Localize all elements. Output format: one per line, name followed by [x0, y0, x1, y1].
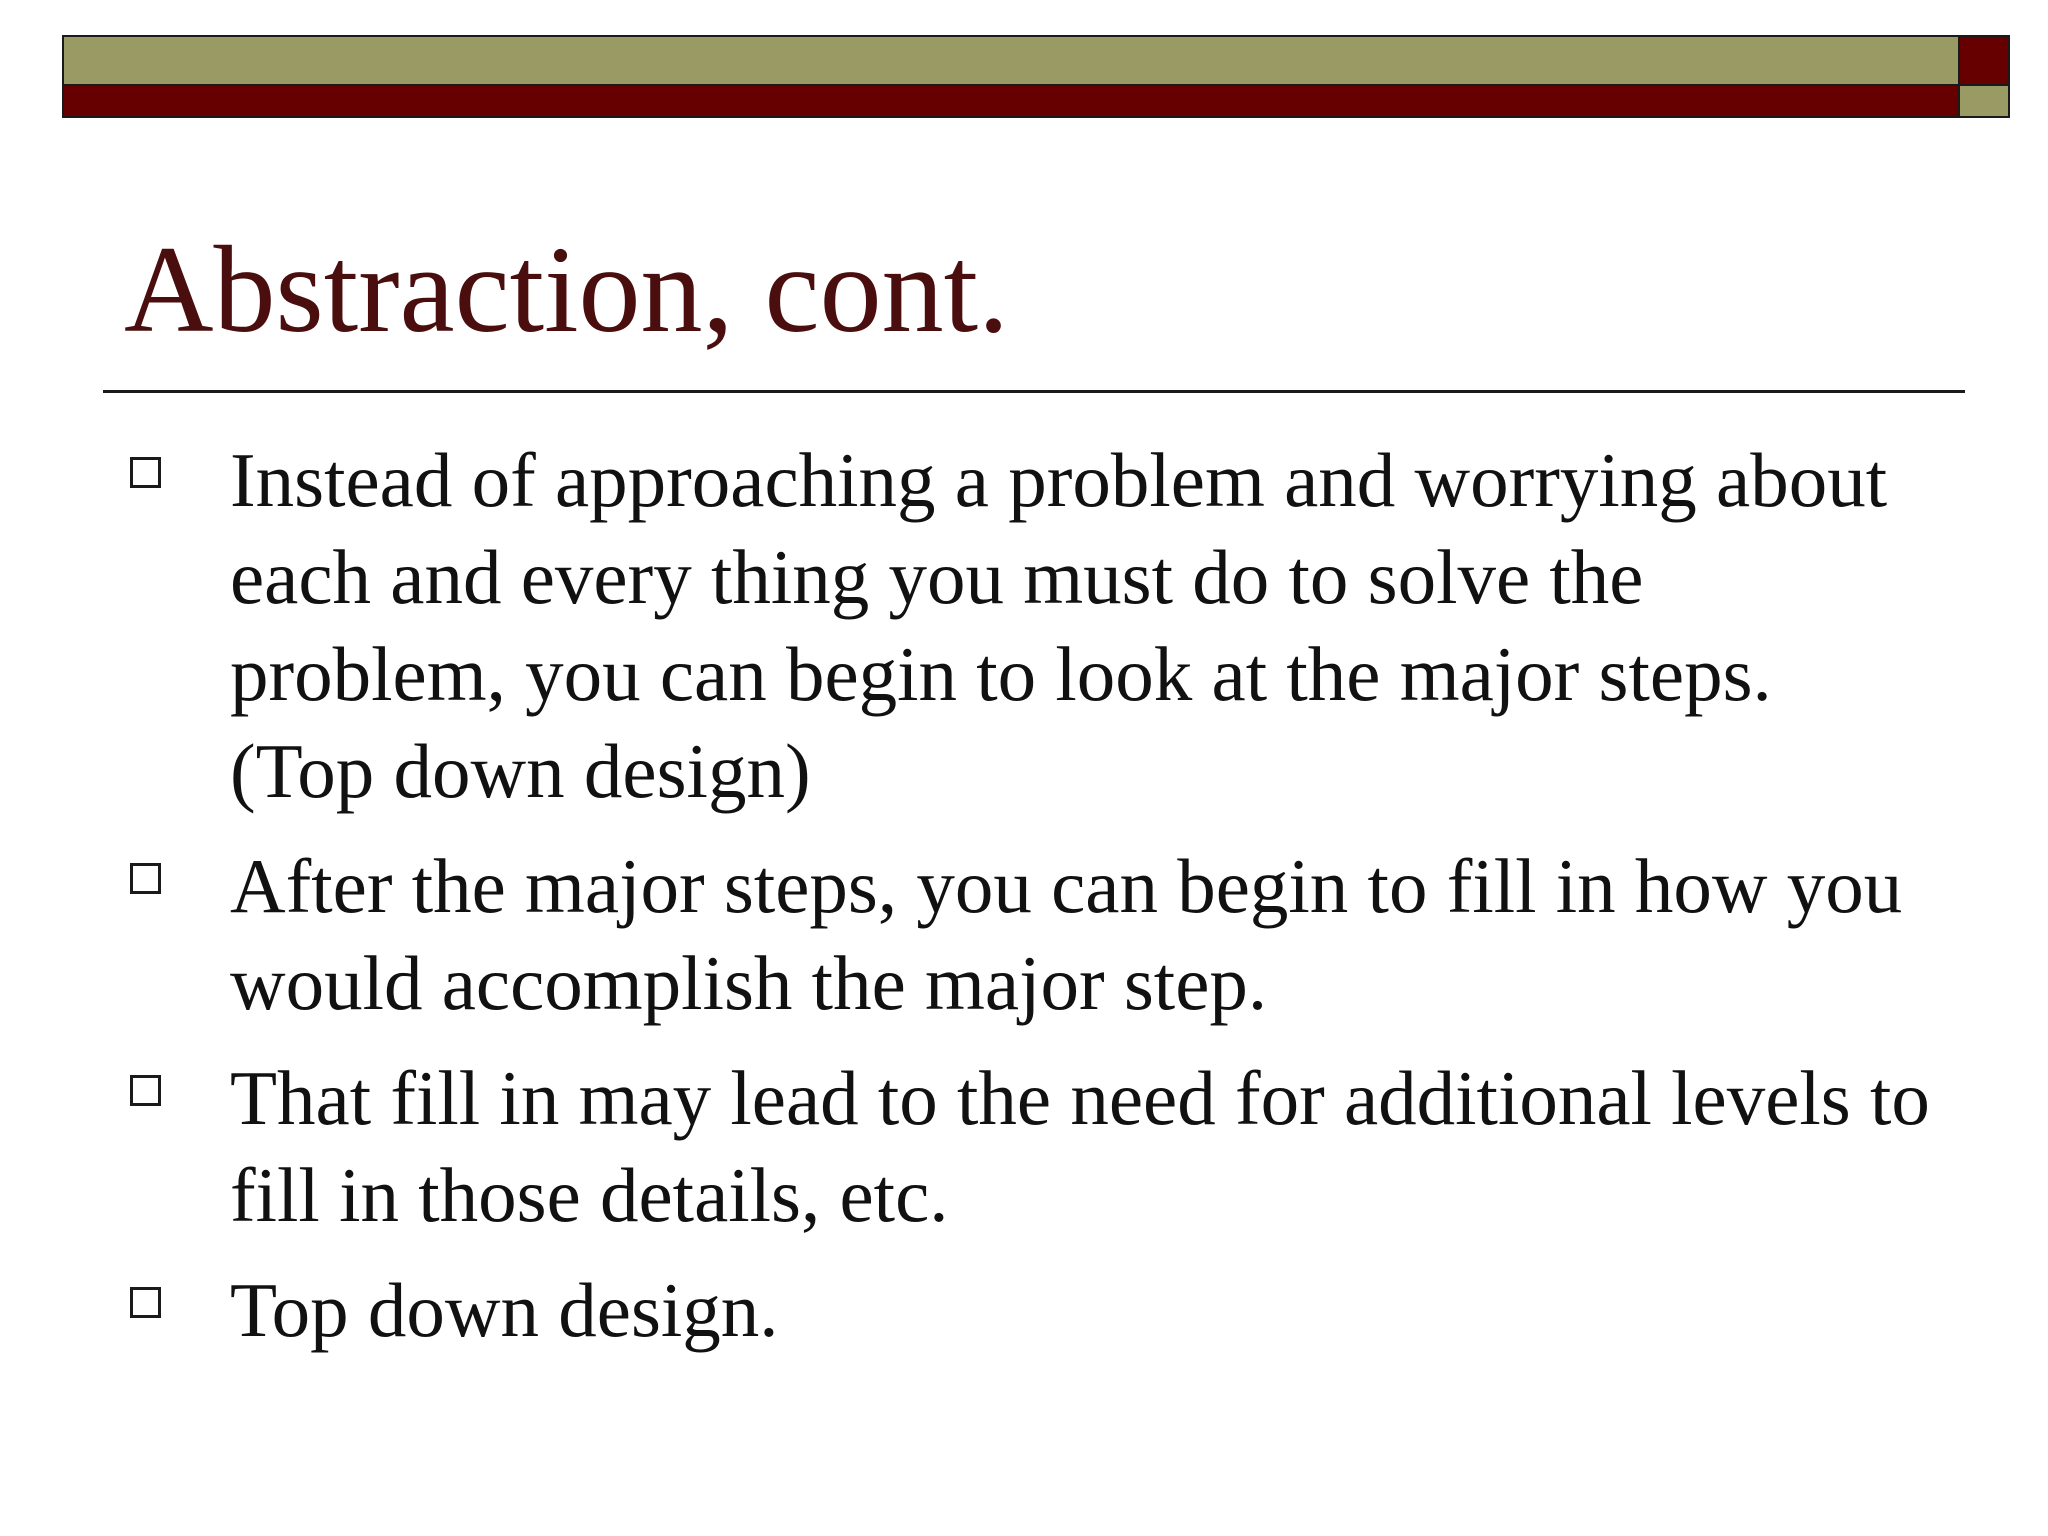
title-divider: [103, 390, 1965, 393]
header-olive-bar: [62, 35, 1960, 86]
bullet-text: That fill in may lead to the need for additional levels to fill in those details, etc.: [230, 1055, 1930, 1238]
bullet-item: [130, 1050, 1930, 1244]
bullet-list: [130, 432, 1930, 1377]
bullet-item: [130, 838, 1930, 1032]
hollow-square-icon: [130, 457, 161, 488]
slide-title: Abstraction, cont.: [124, 221, 1010, 358]
header-corner-olive-square: [1958, 84, 2010, 118]
bullet-item: [130, 432, 1930, 820]
bullet-text: Top down design.: [230, 1267, 779, 1353]
hollow-square-icon: [130, 1075, 161, 1106]
hollow-square-icon: [130, 1287, 161, 1318]
bullet-text: Instead of approaching a problem and worrying about each and every thing you must do to solve the problem, you can begin to look at the major steps. (Top down design): [230, 437, 1888, 814]
bullet-text: After the major steps, you can begin to fill in how you would accomplish the major step.: [230, 843, 1903, 1026]
bullet-item: [130, 1262, 1930, 1359]
hollow-square-icon: [130, 863, 161, 894]
header-corner-maroon-square: [1958, 35, 2010, 86]
header-maroon-bar: [62, 84, 1960, 118]
